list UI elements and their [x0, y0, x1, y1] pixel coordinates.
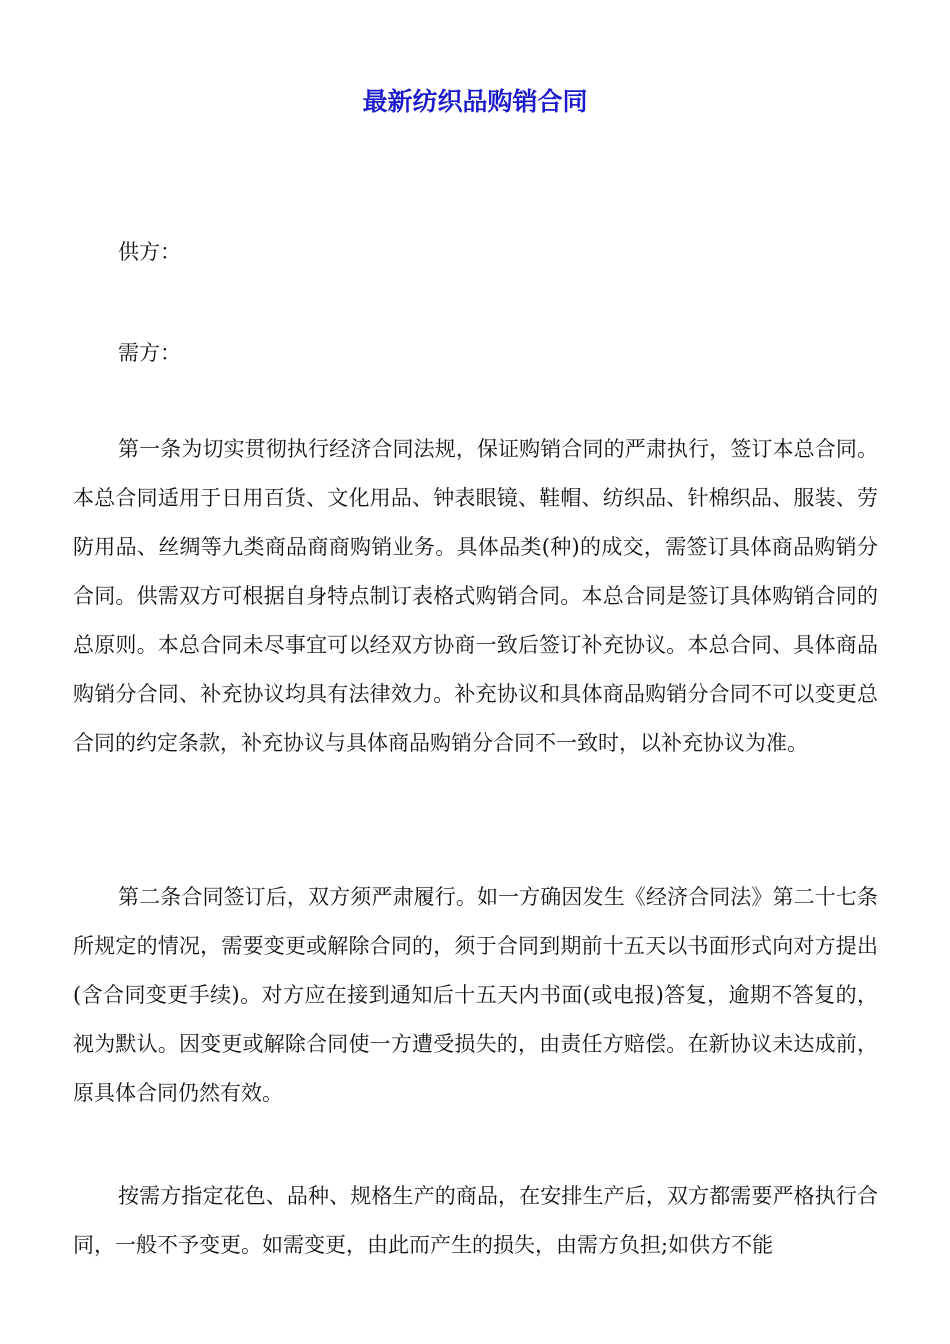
article-one-paragraph: 第一条为切实贯彻执行经济合同法规，保证购销合同的严肃执行，签订本总合同。本总合同适用于日用百货、文化用品、钟表眼镜、鞋帽、纺织品、针棉织品、服装、劳防用品、丝绸等九类商品商商购销业务。具体品类(种)的成交，需签订具体商品购销分合同。供需双方可根据自身特点制订表格式购销合同。本总合同是签订具体购销合同的总原则。本总合同未尽事宜可以经双方协商一致后签订补充协议。本总合同、具体商品购销分合同、补充协议均具有法律效力。补充协议和具体商品购销分合同不可以变更总合同的约定条款，补充协议与具体商品购销分合同不一致时，以补充协议为准。	[73, 437, 878, 755]
custom-goods-paragraph: 按需方指定花色、品种、规格生产的商品，在安排生产后，双方都需要严格执行合同，一般不予变更。如需变更，由此而产生的损失，由需方负担;如供方不能	[73, 1184, 878, 1257]
article-two-paragraph: 第二条合同签订后，双方须严肃履行。如一方确因发生《经济合同法》第二十七条所规定的情况，需要变更或解除合同的，须于合同到期前十五天以书面形式向对方提出(含合同变更手续)。对方应在接到通知后十五天内书面(或电报)答复，逾期不答复的，视为默认。因变更或解除合同使一方遭受损失的，由责任方赔偿。在新协议未达成前，原具体合同仍然有效。	[73, 885, 878, 1105]
document-title: 最新纺织品购销合同	[362, 87, 588, 116]
buyer-label: 需方：	[118, 341, 181, 365]
supplier-label: 供方：	[118, 240, 181, 264]
